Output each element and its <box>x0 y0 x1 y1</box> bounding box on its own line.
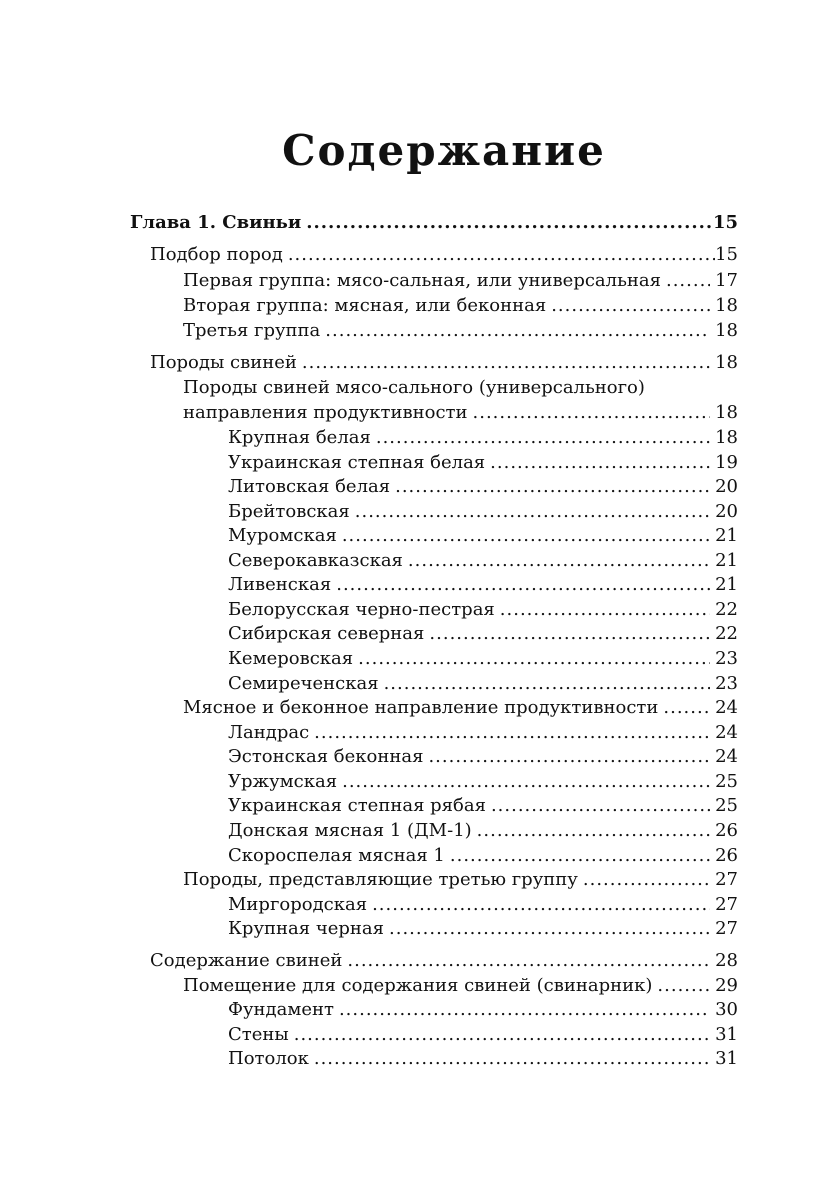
toc-entry-page: 27 <box>715 894 738 915</box>
toc-entry-label: Глава 1. Свиньи <box>130 212 302 233</box>
toc-entry-label-line1: Породы свиней мясо-сального (универсального) <box>183 377 645 398</box>
toc-entry-label: Кемеровская <box>228 648 354 669</box>
toc-entry-page: 25 <box>715 795 738 816</box>
toc-entry-page: 24 <box>715 746 738 767</box>
dot-leader <box>450 843 710 868</box>
toc-entry-page: 24 <box>715 697 738 718</box>
dot-leader <box>408 548 710 573</box>
toc-entry-page: 22 <box>715 599 738 620</box>
toc-entry[interactable] <box>228 720 738 745</box>
toc-entry-label: Стены <box>228 1024 289 1045</box>
toc-entry[interactable] <box>183 268 738 293</box>
toc-entry-page: 23 <box>715 673 738 694</box>
toc-entry-page: 27 <box>715 869 738 890</box>
toc-entry-page: 17 <box>715 270 738 291</box>
toc-entry-page: 21 <box>715 550 738 571</box>
toc-entry-label: Ливенская <box>228 574 332 595</box>
dot-leader <box>657 973 710 998</box>
dot-leader <box>663 695 710 720</box>
dot-leader <box>342 523 710 548</box>
toc-entry[interactable] <box>183 973 738 998</box>
toc-entry[interactable] <box>228 621 738 646</box>
toc-entry-page: 26 <box>715 820 738 841</box>
toc-entry-page: 24 <box>715 722 738 743</box>
toc-entry-label: Украинская степная рябая <box>228 795 486 816</box>
dot-leader <box>473 400 711 425</box>
toc-entry-page: 31 <box>715 1024 738 1045</box>
toc-entry[interactable] <box>228 1046 738 1071</box>
toc-entry-label: Литовская белая <box>228 476 391 497</box>
toc-entry-label: Брейтовская <box>228 501 350 522</box>
toc-entry-page: 15 <box>715 244 738 265</box>
toc-entry[interactable] <box>228 744 738 769</box>
toc-entry[interactable] <box>228 916 738 941</box>
toc-entry-page: 18 <box>715 295 738 316</box>
dot-leader <box>342 769 710 794</box>
toc-entry-page: 23 <box>715 648 738 669</box>
toc-entry[interactable] <box>228 572 738 597</box>
dot-leader <box>384 671 711 696</box>
toc-entry-page: 20 <box>715 501 738 522</box>
toc-entry[interactable] <box>228 1022 738 1047</box>
dot-leader <box>429 621 710 646</box>
dot-leader <box>500 597 710 622</box>
toc-entry-label: Первая группа: мясо-сальная, или универсальная <box>183 270 661 291</box>
dot-leader <box>666 268 710 293</box>
toc-entry[interactable] <box>150 242 738 267</box>
toc-entry[interactable] <box>183 318 738 343</box>
dot-leader <box>551 293 710 318</box>
toc-entry-label: Мясное и беконное направление продуктивности <box>183 697 659 718</box>
toc-entry[interactable] <box>228 793 738 818</box>
toc-entry-page: 20 <box>715 476 738 497</box>
dot-leader <box>355 499 710 524</box>
toc-entry-label: Донская мясная 1 (ДМ-1) <box>228 820 472 841</box>
toc-entry[interactable] <box>130 210 738 235</box>
dot-leader <box>372 892 710 917</box>
toc-entry[interactable] <box>228 818 738 843</box>
toc-entry[interactable] <box>228 425 738 450</box>
toc-entry[interactable] <box>228 474 738 499</box>
toc-entry-page: 30 <box>715 999 738 1020</box>
dot-leader <box>583 867 710 892</box>
dot-leader <box>325 318 710 343</box>
toc-entry-label: Скороспелая мясная 1 <box>228 845 445 866</box>
toc-entry-label: Породы, представляющие третью группу <box>183 869 578 890</box>
toc-entry-label: Муромская <box>228 525 337 546</box>
dot-leader <box>490 450 710 475</box>
toc-entry-page: 25 <box>715 771 738 792</box>
toc-entry-page: 21 <box>715 525 738 546</box>
toc-entry-page: 31 <box>715 1048 738 1069</box>
toc-entry-label: Вторая группа: мясная, или беконная <box>183 295 547 316</box>
toc-entry-label: Семиреченская <box>228 673 379 694</box>
toc-entry-label: Эстонская беконная <box>228 746 424 767</box>
toc-entry-label: Миргородская <box>228 894 368 915</box>
toc-entry[interactable] <box>228 892 738 917</box>
dot-leader <box>428 744 710 769</box>
toc-entry[interactable] <box>228 548 738 573</box>
toc-entry[interactable] <box>228 450 738 475</box>
toc-entry-label: Потолок <box>228 1048 309 1069</box>
dot-leader <box>294 1022 710 1047</box>
dot-leader <box>389 916 710 941</box>
toc-entry-label: Северокавказская <box>228 550 403 571</box>
toc-entry[interactable] <box>228 769 738 794</box>
toc-entry[interactable] <box>228 997 738 1022</box>
toc-entry-label: Ландрас <box>228 722 310 743</box>
toc-entry-page: 15 <box>712 212 738 233</box>
toc-entry-label: Уржумская <box>228 771 338 792</box>
toc-entry[interactable] <box>150 948 738 973</box>
toc-entry-page: 28 <box>715 950 738 971</box>
dot-leader <box>302 350 710 375</box>
dot-leader <box>288 242 715 267</box>
toc-entry-label: Белорусская черно-пестрая <box>228 599 495 620</box>
dot-leader <box>491 793 710 818</box>
toc-entry-label: Крупная черная <box>228 918 385 939</box>
toc-entry[interactable] <box>228 597 738 622</box>
toc-entry[interactable] <box>183 695 738 720</box>
toc-entry[interactable] <box>228 671 738 696</box>
dot-leader <box>347 948 710 973</box>
toc-entry-page: 18 <box>715 402 738 423</box>
dot-leader <box>306 210 713 235</box>
toc-entry-label: Третья группа <box>183 320 321 341</box>
toc-entry-label: Крупная белая <box>228 427 371 448</box>
toc-entry-label: Породы свиней <box>150 352 297 373</box>
toc-entry-page: 21 <box>715 574 738 595</box>
toc-entry[interactable] <box>150 350 738 375</box>
toc-entry-page: 29 <box>715 975 738 996</box>
toc-entry[interactable] <box>228 523 738 548</box>
dot-leader <box>395 474 710 499</box>
toc-entry[interactable] <box>228 646 738 671</box>
toc-entry-label: Фундамент <box>228 999 334 1020</box>
toc-entry[interactable] <box>183 867 738 892</box>
toc-entry-label: Украинская степная белая <box>228 452 486 473</box>
page-title: Содержание <box>282 126 606 175</box>
dot-leader <box>477 818 710 843</box>
dot-leader <box>358 646 710 671</box>
toc-entry-page: 19 <box>715 452 738 473</box>
toc-entry[interactable] <box>183 400 738 425</box>
toc-entry-page: 26 <box>715 845 738 866</box>
toc-entry-page: 22 <box>715 623 738 644</box>
dot-leader <box>314 720 710 745</box>
toc-entry-page: 27 <box>715 918 738 939</box>
toc-entry-page: 18 <box>715 352 738 373</box>
toc-entry-label: Сибирская северная <box>228 623 425 644</box>
toc-entry-page: 18 <box>715 427 738 448</box>
toc-entry-label: Содержание свиней <box>150 950 343 971</box>
toc-entry-label: направления продуктивности <box>183 402 468 423</box>
toc-entry[interactable] <box>228 499 738 524</box>
toc-entry[interactable] <box>228 843 738 868</box>
toc-entry-label: Подбор пород <box>150 244 283 265</box>
toc-entry-label: Помещение для содержания свиней (свинарник) <box>183 975 653 996</box>
toc-entry-page: 18 <box>715 320 738 341</box>
dot-leader <box>376 425 710 450</box>
dot-leader <box>314 1046 710 1071</box>
dot-leader <box>339 997 710 1022</box>
toc-entry[interactable] <box>183 293 738 318</box>
dot-leader <box>336 572 710 597</box>
